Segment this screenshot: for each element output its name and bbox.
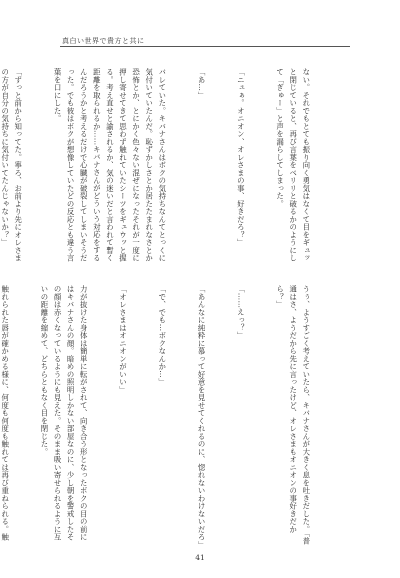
paragraph: 「……えっ？」 (236, 285, 246, 340)
paragraph: 「あ…」 (197, 68, 207, 99)
paragraph: 「あんなに純粋に慕って好意を見せてくれるのに、惚れないわけないだろ」 (197, 285, 207, 549)
running-header: 真白い世界で貴方と共に (62, 37, 145, 45)
header-rule (60, 46, 350, 47)
upper-text-block (0, 68, 339, 267)
paragraph: 「ずっと前から知ってた。寧ろ、お前より先にオレさまの方が自分の気持ちに気付いてたんじゃないか？」 (0, 68, 23, 262)
paragraph: 「ニュぁ。オニオン、オレさまの事、好きだろ？」 (236, 68, 246, 247)
paragraph: ない。それでもとても振り向く勇気はなくて目をギュッと閉じていると、再び言葉をベリリと破るかのようにして「ぎゅー」と声を漏らしてしまった。 (275, 68, 311, 262)
paragraph: 「オレさまはオニオンがいい」 (118, 285, 128, 394)
page-number: 41 (195, 553, 205, 562)
paragraph: うぅ、ようすごく考えていたら、キバナさんが大きく息を吐きだした。「普通はさ、ようだから先に言ったけど、オレさまもオニオンの事好きだから？」 (275, 285, 311, 545)
paragraph: 「で、でも…ボクなんか…」 (157, 285, 167, 386)
paragraph: 触れられた唇が確かめる様に、何度も何度も触れては再び重ねられる。触 (0, 285, 10, 541)
paragraph: バレていた。キバナさんはボクの気持ちなんてとっくに気付いていたんだ。恥ずかしさとか居たたまれなさとか恐怖とか、とにかく色々ない混ぜになったそれが一度に押し寄せてきて思わず触れていたシーツをギュウッと握る。考え直せと諭されるか、気の迷いだと言われて暫く距離を取られるか……キバナさんがどういう対応をするんだろうかと考えるだけで心臓が破裂してしまいそうだった。でも彼はボクが想像していたどの反応とも違う言葉を口にした。 (53, 68, 167, 262)
paragraph: 力が抜けた身体は簡単に転がされて、向き合う形となったボクの目の前にはキバナさんの顔。暗めの照明しかない部屋なのに、少し朝を警戒したその顔は赤くなっているようにも見えた。そのまま吸い寄せられるように互いの距離を縮めて、どちらともなく目を閉じた。 (39, 285, 89, 541)
lower-text-block (0, 285, 339, 549)
